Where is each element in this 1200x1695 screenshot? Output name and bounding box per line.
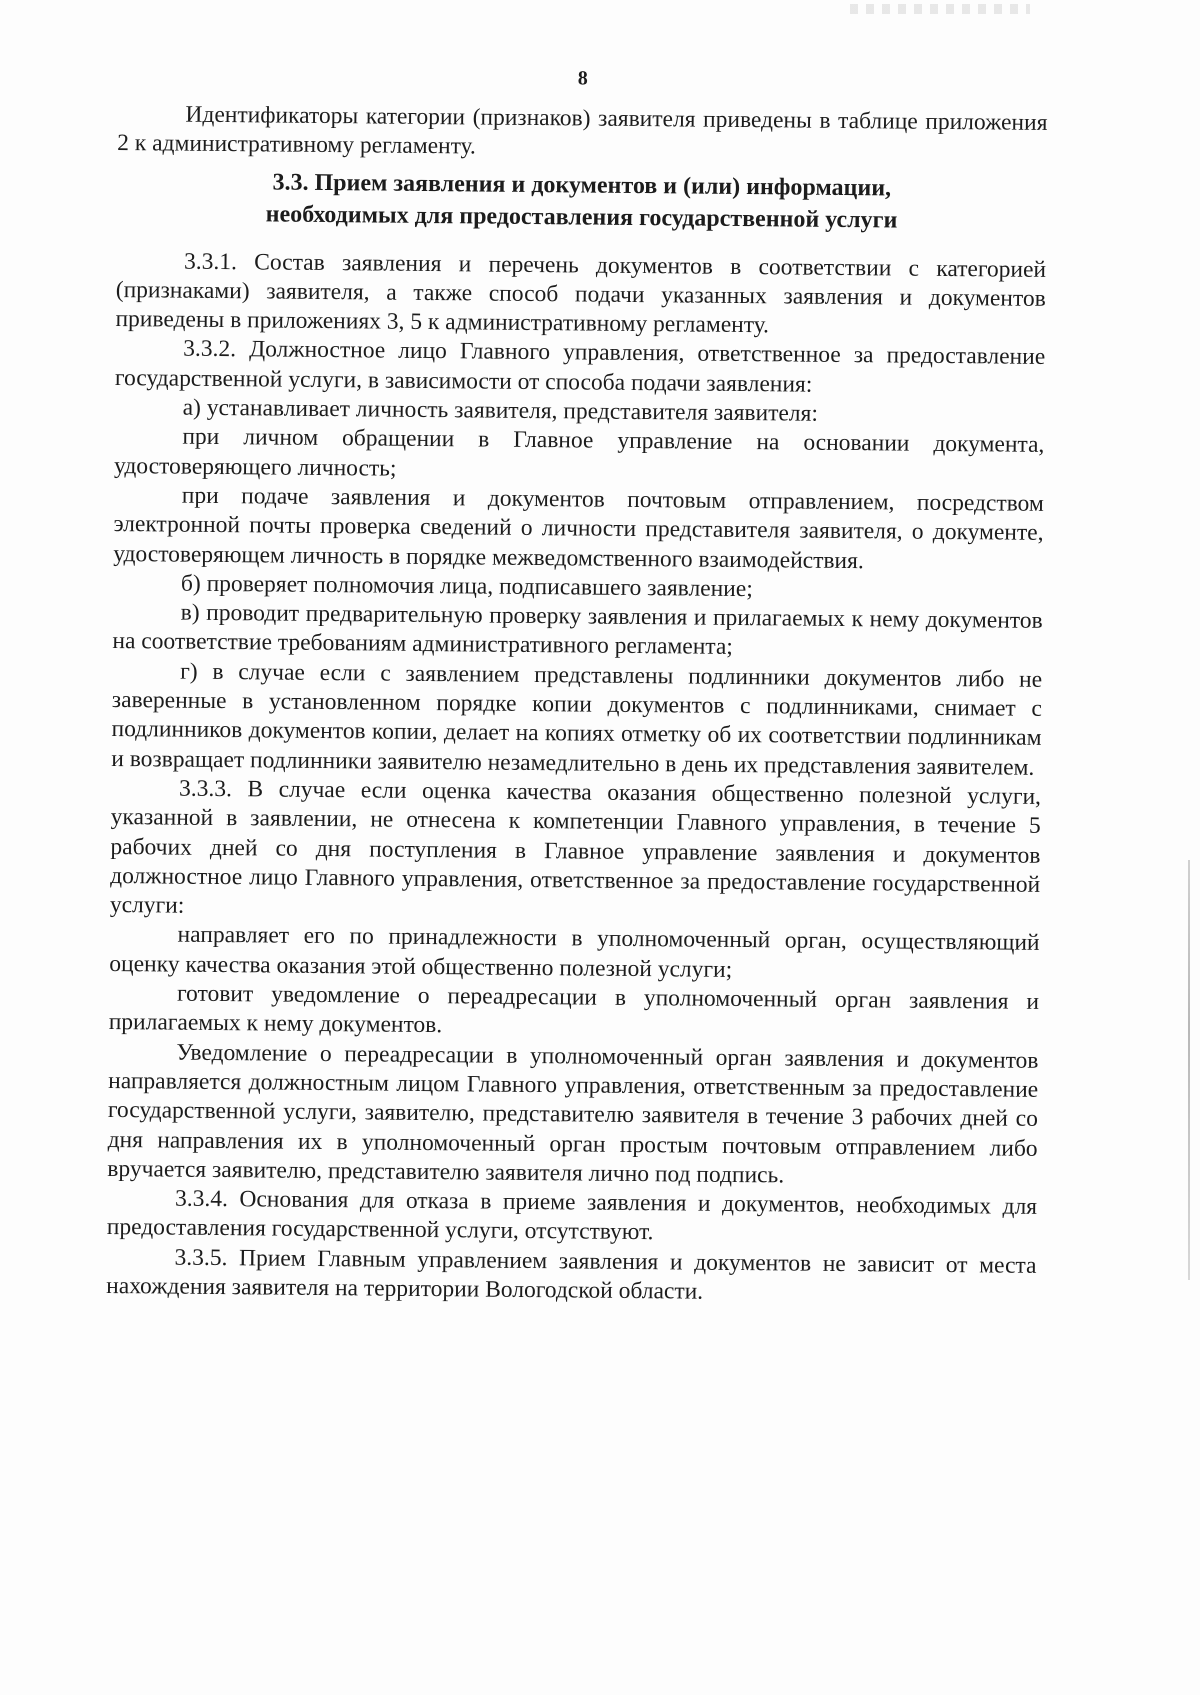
document-body [106,62,1048,1310]
paragraph-notice-delivery: Уведомление о переадресации в уполномоченный орган заявления и документов направляется должностным лицом Главного управления, ответственным за предоставление государственной услуги, заявителю, представителю заявителя в течение 3 рабочих дней со дня направления их в уполномоченный орган простым почтовым отправлением либо вручается заявителю, представителю заявителя лично под подпись. [107,1039,1039,1189]
scan-artifact-edge [1188,860,1190,1280]
scan-artifact-top [850,4,1030,14]
paragraph-item-v: в) проводит предварительную проверку заявления и прилагаемых к нему документов на соответствие требованиям административного регламента; [112,599,1043,661]
paragraph-3-3-1: 3.3.1. Состав заявления и перечень документов в соответствии с категорией (признаками) заявителя, а также способ подачи указанных заявления и документов приведены в приложениях 3, 5 к административному регламенту. [115,248,1047,339]
paragraph-notice-prep: готовит уведомление о переадресации в уполномоченный орган заявления и прилагаемых к нему документов. [108,980,1040,1039]
section-heading [116,165,1047,238]
paragraph-forwarding: направляет его по принадлежности в уполномоченный орган, осуществляющий оценку качества оказания этой общественно полезной услуги; [109,922,1040,983]
paragraph-postal-submission: при подаче заявления и документов почтовым отправлением, посредством электронной почты проверка сведений о личности представителя заявителя, о документе, удостоверяющем личность в порядке межведомственного взаимодействия. [113,482,1044,574]
page-number: 8 [577,67,588,90]
paragraph-item-g: г) в случае если с заявлением представлены подлинники документов либо не заверенные в установленном порядке копии документов с подлинниками, снимает с подлинников документов копии, делает на копиях отметку об их соответствии подлинникам и возвращает подлинники заявителю незамедлительно в день их представления заявителем. [111,658,1043,781]
paragraph-item-b: б) проверяет полномочия лица, подписавшего заявление; [180,570,753,602]
paragraph-item-a: а) устанавливает личность заявителя, представителя заявителя: [182,394,819,427]
paragraph-personal-visit: при личном обращении в Главное управление на основании документа, удостоверяющего личность; [114,424,1045,482]
section-heading-line-2: необходимых для предоставления государственной услуги [265,201,898,234]
paragraph-3-3-5: 3.3.5. Прием Главным управлением заявления и документов не зависит от места нахождения заявителя на территории Вологодской области. [106,1244,1037,1305]
paragraph-3-3-2: 3.3.2. Должностное лицо Главного управления, ответственное за предоставление государственной услуги, в зависимости от способа подачи заявления: [114,336,1046,398]
paragraph-3-3-3: 3.3.3. В случае если оценка качества оказания общественно полезной услуги, указанной в заявлении, не отнесена к компетенции Главного управления, в течение 5 рабочих дней со дня поступления в Главное управление заявления и документов должностное лицо Главного управления, ответственное за предоставление государственной услуги: [109,775,1042,919]
intro-paragraph: Идентификаторы категории (признаков) заявителя приведены в таблице приложения 2 к административному регламенту. [117,101,1048,160]
section-heading-line-1: 3.3. Прием заявления и документов и (или) информации, [272,169,892,202]
paragraph-3-3-4: 3.3.4. Основания для отказа в приеме заявления и документов, необходимых для предоставления государственной услуги, отсутствуют. [106,1185,1038,1246]
